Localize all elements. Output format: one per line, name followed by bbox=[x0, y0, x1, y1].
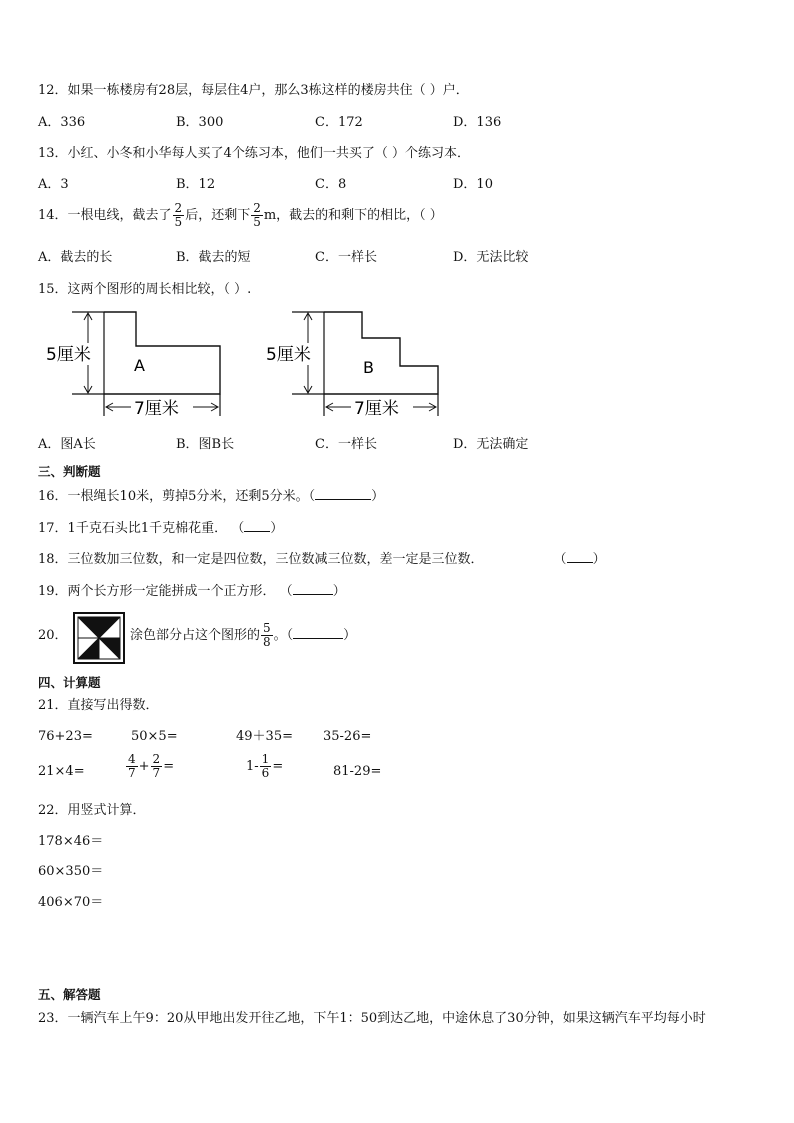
figure-b bbox=[264, 312, 438, 419]
calc-item: 35-26= bbox=[323, 729, 372, 744]
question-16: 16．一根绳长10米，剪掉5分米，还剩5分米。（ ） bbox=[38, 489, 385, 504]
answer-blank[interactable] bbox=[567, 550, 593, 563]
fraction: $\frac{2}{5}$ bbox=[253, 201, 261, 229]
calc-item-fraction-diff: 1- $\frac{1}{6}$ = bbox=[246, 752, 284, 780]
calc-item: 81-29= bbox=[333, 764, 382, 779]
option-c: C．一样长 bbox=[315, 250, 377, 265]
question-22-title: 22．用竖式计算． bbox=[38, 803, 146, 818]
question-20-number: 20． bbox=[38, 628, 68, 643]
section-heading-solve: 五、解答题 bbox=[38, 987, 101, 1002]
option-c: C．一样长 bbox=[315, 437, 377, 452]
question-12: 12．如果一栋楼房有28层，每层住4户，那么3栋这样的楼房共住（ ）户． bbox=[38, 83, 469, 98]
q14-pre: 14．一根电线，截去了 bbox=[38, 208, 172, 223]
calc-item-fraction-sum: $\frac{4}{7}$ + $\frac{2}{7}$ = bbox=[128, 752, 175, 780]
option-d: D．无法确定 bbox=[453, 437, 529, 452]
option-c: C．172 bbox=[315, 115, 363, 130]
vertical-calc-item: 178×46＝ bbox=[38, 834, 104, 849]
vertical-calc-item: 406×70＝ bbox=[38, 895, 104, 910]
option-c: C．8 bbox=[315, 177, 347, 192]
option-a: A．336 bbox=[38, 115, 86, 130]
question-20: 涂色部分占这个图形的 $\frac{5}{8}$ 。（ ） bbox=[130, 621, 357, 649]
figure-a-width-label: 7厘米 bbox=[134, 399, 179, 419]
question-13: 13．小红、小冬和小华每人买了4个练习本，他们一共买了（ ）个练习本． bbox=[38, 146, 470, 161]
answer-blank[interactable] bbox=[293, 626, 343, 639]
option-b: B．300 bbox=[176, 115, 224, 130]
question-14 bbox=[38, 202, 443, 229]
calc-item: 49＋35= bbox=[236, 729, 293, 744]
option-b: B．截去的短 bbox=[176, 250, 251, 265]
question-21-title: 21．直接写出得数． bbox=[38, 698, 159, 713]
question-17: 17．1千克石头比1千克棉花重． （ ） bbox=[38, 521, 284, 536]
calc-item: 76+23= bbox=[38, 729, 93, 744]
option-a: A．截去的长 bbox=[38, 250, 113, 265]
option-a: A．3 bbox=[38, 177, 69, 192]
calc-item: 50×5= bbox=[131, 729, 178, 744]
option-a: A．图A长 bbox=[38, 437, 96, 452]
option-d: D．136 bbox=[453, 115, 502, 130]
option-d: D．10 bbox=[453, 177, 493, 192]
question-18: 18．三位数加三位数，和一定是四位数，三位数减三位数，差一定是三位数． （ ） bbox=[38, 552, 606, 567]
figure-b-letter: B bbox=[363, 358, 374, 377]
answer-blank[interactable] bbox=[244, 519, 270, 532]
option-b: B．12 bbox=[176, 177, 216, 192]
figure-a-height-label: 5厘米 bbox=[46, 345, 91, 365]
answer-blank[interactable] bbox=[315, 487, 371, 500]
question-15: 15．这两个图形的周长相比较，（ ）. bbox=[38, 282, 252, 297]
shaded-square-figure bbox=[73, 612, 125, 664]
calc-item: 21×4= bbox=[38, 764, 85, 779]
figure-b-height-label: 5厘米 bbox=[266, 345, 311, 365]
q14-mid: 后，还剩下 bbox=[185, 208, 251, 223]
section-heading-judgment: 三、判断题 bbox=[38, 464, 101, 479]
q14-post: m，截去的和剩下的相比，（ ） bbox=[263, 208, 443, 223]
section-heading-calculation: 四、计算题 bbox=[38, 675, 101, 690]
fraction: $\frac{5}{8}$ bbox=[263, 621, 271, 649]
option-d: D．无法比较 bbox=[453, 250, 529, 265]
perimeter-figures bbox=[42, 306, 462, 424]
figure-b-width-label: 7厘米 bbox=[354, 399, 399, 419]
question-23: 23．一辆汽车上午9：20从甲地出发开往乙地，下午1：50到达乙地，中途休息了30分钟，如果这辆汽车平均每小时 bbox=[38, 1011, 706, 1026]
fraction: $\frac{2}{5}$ bbox=[174, 201, 183, 229]
answer-blank[interactable] bbox=[293, 582, 333, 595]
option-b: B．图B长 bbox=[176, 437, 235, 452]
figure-a bbox=[44, 312, 220, 419]
figure-a-letter: A bbox=[134, 356, 145, 375]
question-19: 19．两个长方形一定能拼成一个正方形． （ ） bbox=[38, 584, 346, 599]
vertical-calc-item: 60×350＝ bbox=[38, 864, 104, 879]
